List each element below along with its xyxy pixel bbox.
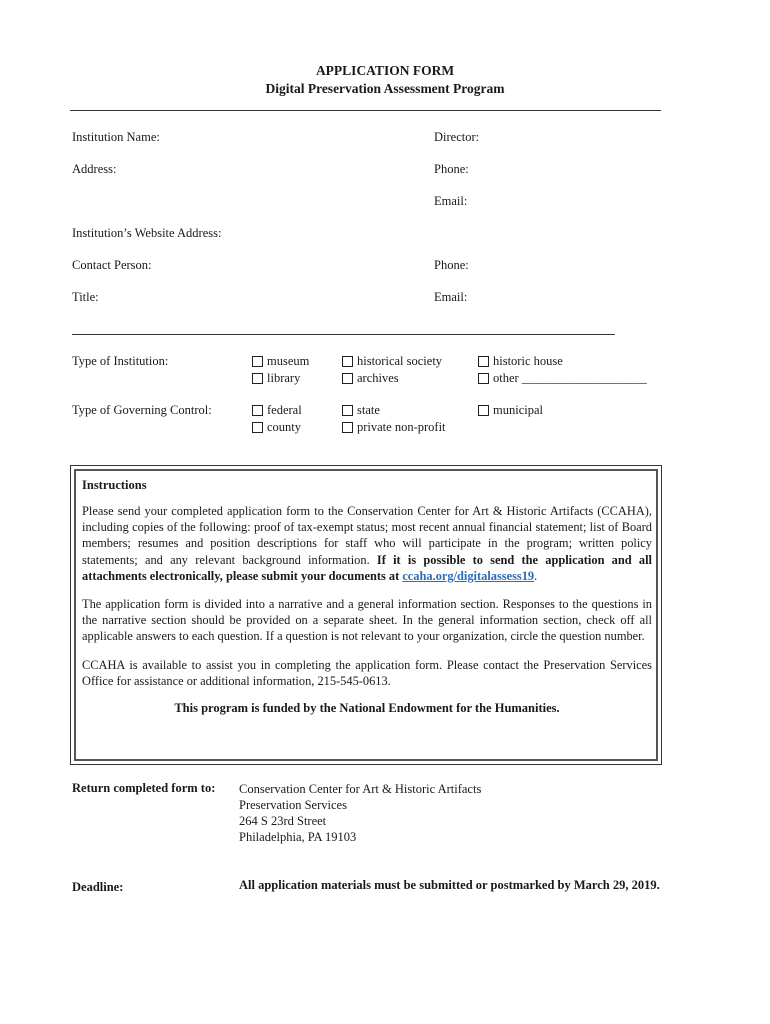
checkbox-label: other ____________________ — [493, 371, 647, 385]
instructions-paragraph-2: The application form is divided into a narrative and a general information section. Responses to the questions in the narrative section should be provided on a separate sheet. In the general information section, check off all applicable answers to each question. If a question is not relevant to your organization, circle the question number. — [82, 597, 652, 644]
submission-link[interactable]: ccaha.org/digitalassess19 — [402, 568, 535, 583]
checkbox-historic-house[interactable] — [478, 354, 563, 369]
instructions-p1-bold: If it is possible to send the application and all attachments electronically, please submit your documents at — [82, 552, 652, 583]
instructions-p1-end: . — [534, 568, 538, 583]
funding-note: This program is funded by the National Endowment for the Humanities. — [174, 701, 560, 716]
checkbox-label: state — [357, 403, 380, 417]
instructions-p1-text: Please send your completed application form to the Conservation Center for Art & Historic Artifacts (CCAHA), including copies of the following: proof of tax-exempt status; most recent annual financial statement; list of Board members; resumes and position descriptions for staff who will participate in the program; written policy statements; and any relevant background information. — [82, 504, 652, 567]
checkbox-other[interactable] — [478, 371, 647, 386]
address-label: Address: — [72, 162, 117, 176]
website-label: Institution’s Website Address: — [72, 226, 222, 240]
form-header — [0, 62, 770, 98]
checkbox-icon[interactable] — [478, 356, 489, 367]
checkbox-private-non-profit[interactable] — [342, 420, 446, 435]
checkbox-icon[interactable] — [478, 405, 489, 416]
checkbox-museum[interactable] — [252, 354, 309, 369]
checkbox-label: historical society — [357, 354, 443, 368]
return-label: Return completed form to: — [72, 781, 216, 795]
checkbox-archives[interactable] — [342, 371, 399, 386]
checkbox-label: municipal — [493, 403, 543, 417]
contact-phone-label: Phone: — [434, 258, 469, 272]
form-title: APPLICATION FORM — [315, 63, 455, 78]
checkbox-label: historic house — [493, 354, 563, 368]
checkbox-icon[interactable] — [342, 373, 353, 384]
director-label: Director: — [434, 130, 480, 144]
checkbox-municipal[interactable] — [478, 403, 543, 418]
form-subtitle: Digital Preservation Assessment Program — [265, 81, 505, 96]
checkbox-icon[interactable] — [478, 373, 489, 384]
checkbox-label: private non-profit — [357, 420, 446, 434]
checkbox-icon[interactable] — [342, 356, 353, 367]
instructions-heading: Instructions — [82, 478, 147, 492]
deadline-label: Deadline: — [72, 880, 124, 894]
instructions-box — [74, 469, 658, 761]
phone-label: Phone: — [434, 162, 469, 176]
checkbox-historical-society[interactable] — [342, 354, 442, 369]
title-label: Title: — [72, 290, 99, 304]
header-divider — [70, 110, 661, 111]
address-line: Philadelphia, PA 19103 — [239, 830, 357, 844]
checkbox-label: federal — [267, 403, 302, 417]
instructions-paragraph-1 — [82, 503, 652, 584]
checkbox-label: county — [267, 420, 302, 434]
checkbox-icon[interactable] — [342, 405, 353, 416]
checkbox-icon[interactable] — [252, 373, 263, 384]
checkbox-federal[interactable] — [252, 403, 302, 418]
governing-control-label: Type of Governing Control: — [72, 403, 212, 417]
checkbox-state[interactable] — [342, 403, 380, 418]
address-line: Conservation Center for Art & Historic Artifacts — [239, 782, 482, 796]
checkbox-library[interactable] — [252, 371, 300, 386]
address-line: 264 S 23rd Street — [239, 814, 327, 828]
deadline-text: All application materials must be submitted or postmarked by March 29, 2019. — [239, 878, 660, 892]
checkbox-icon[interactable] — [252, 356, 263, 367]
email-label: Email: — [434, 194, 468, 208]
instructions-paragraph-3: CCAHA is available to assist you in completing the application form. Please contact the Preservation Services Office for assistance or additional information, 215-545-0613. — [82, 657, 652, 688]
checkbox-label: archives — [357, 371, 399, 385]
checkbox-county[interactable] — [252, 420, 301, 435]
address-line: Preservation Services — [239, 798, 347, 812]
institution-type-label: Type of Institution: — [72, 354, 169, 368]
institution-name-label: Institution Name: — [72, 130, 160, 144]
return-address — [239, 781, 481, 845]
checkbox-icon[interactable] — [342, 422, 353, 433]
contact-person-label: Contact Person: — [72, 258, 152, 272]
checkbox-label: library — [267, 371, 301, 385]
checkbox-icon[interactable] — [252, 405, 263, 416]
checkbox-icon[interactable] — [252, 422, 263, 433]
checkbox-label: museum — [267, 354, 310, 368]
contact-email-label: Email: — [434, 290, 468, 304]
section-divider — [72, 334, 615, 335]
